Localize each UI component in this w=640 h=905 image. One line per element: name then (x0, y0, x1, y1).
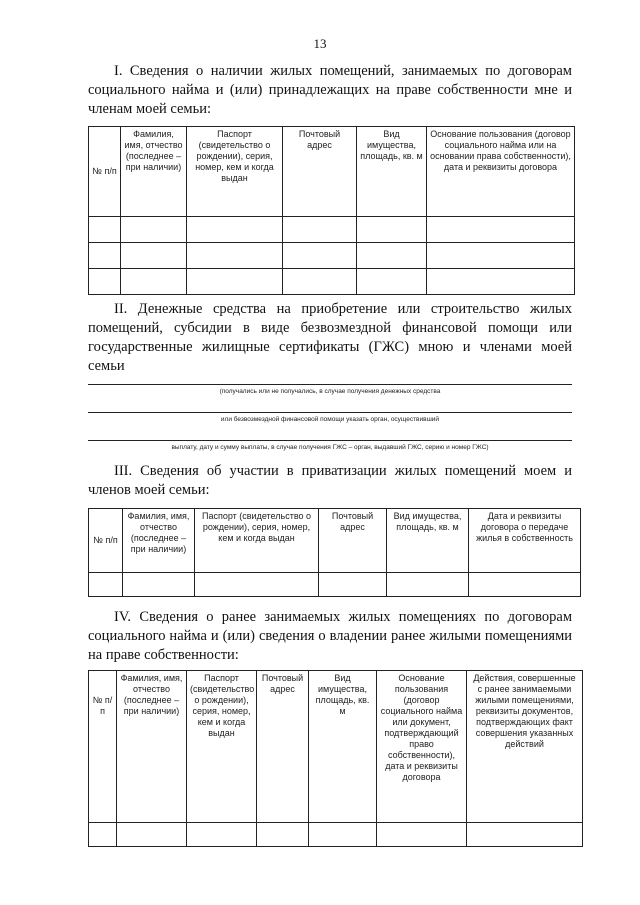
col-property: Вид имущества, площадь, кв. м (309, 671, 377, 823)
col-property: Вид имущества, площадь, кв. м (357, 127, 427, 217)
section-1-heading: I. Сведения о наличии жилых помещений, занимаемых по договорам социального найма и (или) принадлежащих на праве собственности мне и членам моей семьи: (88, 63, 572, 117)
col-name: Фамилия, имя, отчество (последнее – при наличии) (121, 127, 187, 217)
fill-line (88, 440, 572, 441)
table-row (89, 573, 581, 597)
col-number: № п/п (89, 671, 117, 823)
table-header-row (89, 671, 583, 823)
section-3-table (88, 508, 581, 597)
col-name: Фамилия, имя, отчество (последнее – при наличии) (117, 671, 187, 823)
table-header-row (89, 509, 581, 573)
table-row (89, 243, 575, 269)
col-address: Почтовый адрес (319, 509, 387, 573)
col-actions: Действия, совершенные с ранее занимаемыми жилыми помещениями, реквизиты документов, подтверждающих факт совершения указанных действий (467, 671, 583, 823)
col-address: Почтовый адрес (257, 671, 309, 823)
col-passport: Паспорт (свидетельство о рождении), серия, номер, кем и когда выдан (187, 671, 257, 823)
page-number: 13 (313, 36, 327, 51)
col-name: Фамилия, имя, отчество (последнее – при наличии) (123, 509, 195, 573)
table-row (89, 217, 575, 243)
fill-line-caption: (получались или не получались, в случае получения денежных средства (219, 388, 441, 395)
section-1-table (88, 126, 575, 295)
fill-line-caption: выплату, дату и сумму выплаты, в случае получения ГЖС – орган, выдавший ГЖС, серию и номер ГЖС) (171, 444, 489, 451)
col-basis: Основание пользования (договор социального найма или документ, подтверждающий право собственности), дата и реквизиты договора (377, 671, 467, 823)
table-row (89, 269, 575, 295)
col-property: Вид имущества, площадь, кв. м (387, 509, 469, 573)
col-address: Почтовый адрес (283, 127, 357, 217)
table-header-row (89, 127, 575, 217)
col-passport: Паспорт (свидетельство о рождении), серия, номер, кем и когда выдан (187, 127, 283, 217)
table-row (89, 823, 583, 847)
col-number: № п/п (89, 509, 123, 573)
fill-line (88, 412, 572, 413)
fill-line (88, 384, 572, 385)
col-number: № п/п (89, 127, 121, 217)
section-4-heading: IV. Сведения о ранее занимаемых жилых помещениях по договорам социального найма и (или) сведения о владении ранее жилыми помещениями на праве собственности: (88, 609, 572, 663)
section-4-table (88, 670, 583, 847)
section-3-heading: III. Сведения об участии в приватизации жилых помещений моем и членов моей семьи: (88, 463, 572, 498)
col-basis: Основание пользования (договор социального найма или на основании права собственности), дата и реквизиты договора (427, 127, 575, 217)
col-passport: Паспорт (свидетельство о рождении), серия, номер, кем и когда выдан (195, 509, 319, 573)
fill-line-caption: или безвозмездной финансовой помощи указать орган, осуществивший (220, 416, 440, 423)
section-2-heading: II. Денежные средства на приобретение или строительство жилых помещений, субсидии в виде безвозмездной финансовой помощи или государственные жилищные сертификаты (ГЖС) мною и членами моей семьи (88, 301, 572, 374)
col-transfer-contract: Дата и реквизиты договора о передаче жилья в собственность (469, 509, 581, 573)
